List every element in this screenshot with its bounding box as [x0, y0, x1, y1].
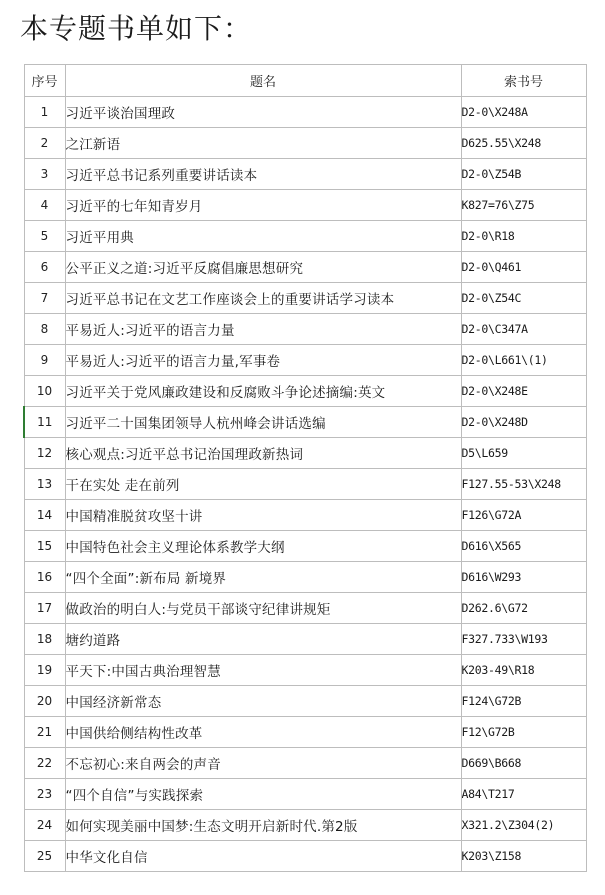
- row-call-number: D616\X565: [461, 531, 586, 562]
- row-call-number: D2-0\X248A: [461, 97, 586, 128]
- row-title: 做政治的明白人:与党员干部谈守纪律讲规矩: [65, 593, 461, 624]
- row-call-number: D669\B668: [461, 748, 586, 779]
- row-title: 习近平用典: [65, 221, 461, 252]
- row-number: 14: [24, 500, 65, 531]
- table-body: [24, 97, 586, 872]
- table-row: [24, 624, 586, 655]
- row-number: 3: [24, 159, 65, 190]
- row-title: 核心观点:习近平总书记治国理政新热词: [65, 438, 461, 469]
- row-number: 11: [24, 407, 65, 438]
- row-title: 塘约道路: [65, 624, 461, 655]
- row-title: 中国经济新常态: [65, 686, 461, 717]
- row-call-number: X321.2\Z304(2): [461, 810, 586, 841]
- row-call-number: A84\T217: [461, 779, 586, 810]
- row-call-number: D2-0\X248D: [461, 407, 586, 438]
- table-row: [24, 531, 586, 562]
- row-number: 15: [24, 531, 65, 562]
- row-call-number: D262.6\G72: [461, 593, 586, 624]
- row-call-number: F127.55-53\X248: [461, 469, 586, 500]
- table-row: [24, 438, 586, 469]
- table-row: [24, 345, 586, 376]
- row-number: 7: [24, 283, 65, 314]
- row-call-number: D2-0\C347A: [461, 314, 586, 345]
- row-call-number: D5\L659: [461, 438, 586, 469]
- row-call-number: K203-49\R18: [461, 655, 586, 686]
- row-call-number: D2-0\Z54B: [461, 159, 586, 190]
- row-title: 中华文化自信: [65, 841, 461, 872]
- row-title: 平天下:中国古典治理智慧: [65, 655, 461, 686]
- table-row: [24, 252, 586, 283]
- row-title: 平易近人:习近平的语言力量: [65, 314, 461, 345]
- table-row: [24, 283, 586, 314]
- row-title: “四个全面”:新布局 新境界: [65, 562, 461, 593]
- row-title: 之江新语: [65, 128, 461, 159]
- book-list-table: [23, 64, 587, 872]
- table-row: [24, 562, 586, 593]
- table-row: [24, 593, 586, 624]
- row-number: 13: [24, 469, 65, 500]
- row-call-number: K827=76\Z75: [461, 190, 586, 221]
- row-call-number: D2-0\L661\(1): [461, 345, 586, 376]
- row-call-number: K203\Z158: [461, 841, 586, 872]
- row-call-number: D616\W293: [461, 562, 586, 593]
- row-number: 18: [24, 624, 65, 655]
- row-number: 19: [24, 655, 65, 686]
- row-title: 习近平谈治国理政: [65, 97, 461, 128]
- row-number: 17: [24, 593, 65, 624]
- row-call-number: D2-0\R18: [461, 221, 586, 252]
- row-title: 不忘初心:来自两会的声音: [65, 748, 461, 779]
- table-row: [24, 128, 586, 159]
- row-number: 9: [24, 345, 65, 376]
- table-row: [24, 376, 586, 407]
- table-row: [24, 97, 586, 128]
- row-title: 干在实处 走在前列: [65, 469, 461, 500]
- table-row: [24, 779, 586, 810]
- table-row: [24, 407, 586, 438]
- header-number: 序号: [24, 65, 65, 97]
- table-row: [24, 221, 586, 252]
- row-title: 中国特色社会主义理论体系教学大纲: [65, 531, 461, 562]
- row-call-number: F327.733\W193: [461, 624, 586, 655]
- row-number: 24: [24, 810, 65, 841]
- row-call-number: F126\G72A: [461, 500, 586, 531]
- row-title: 如何实现美丽中国梦:生态文明开启新时代.第2版: [65, 810, 461, 841]
- row-number: 2: [24, 128, 65, 159]
- row-number: 23: [24, 779, 65, 810]
- row-number: 16: [24, 562, 65, 593]
- row-title: 中国精准脱贫攻坚十讲: [65, 500, 461, 531]
- row-call-number: F12\G72B: [461, 717, 586, 748]
- table-row: [24, 500, 586, 531]
- row-title: 习近平二十国集团领导人杭州峰会讲话选编: [65, 407, 461, 438]
- table-row: [24, 686, 586, 717]
- row-call-number: D2-0\X248E: [461, 376, 586, 407]
- header-call-number: 索书号: [461, 65, 586, 97]
- row-number: 22: [24, 748, 65, 779]
- row-title: “四个自信”与实践探索: [65, 779, 461, 810]
- row-call-number: D625.55\X248: [461, 128, 586, 159]
- header-row: [24, 65, 586, 97]
- table-header: [24, 65, 586, 97]
- page-heading: 本专题书单如下：: [20, 12, 253, 45]
- row-number: 5: [24, 221, 65, 252]
- table-row: [24, 717, 586, 748]
- table-row: [24, 655, 586, 686]
- row-number: 25: [24, 841, 65, 872]
- row-number: 8: [24, 314, 65, 345]
- table-row: [24, 190, 586, 221]
- row-number: 20: [24, 686, 65, 717]
- row-title: 习近平总书记系列重要讲话读本: [65, 159, 461, 190]
- table-row: [24, 469, 586, 500]
- row-title: 公平正义之道:习近平反腐倡廉思想研究: [65, 252, 461, 283]
- row-title: 习近平关于党风廉政建设和反腐败斗争论述摘编:英文: [65, 376, 461, 407]
- row-title: 平易近人:习近平的语言力量,军事卷: [65, 345, 461, 376]
- row-number: 21: [24, 717, 65, 748]
- row-call-number: D2-0\Q461: [461, 252, 586, 283]
- row-number: 10: [24, 376, 65, 407]
- row-call-number: D2-0\Z54C: [461, 283, 586, 314]
- table-row: [24, 159, 586, 190]
- header-title: 题名: [65, 65, 461, 97]
- row-title: 中国供给侧结构性改革: [65, 717, 461, 748]
- table-row: [24, 314, 586, 345]
- row-title: 习近平的七年知青岁月: [65, 190, 461, 221]
- table-row: [24, 810, 586, 841]
- row-call-number: F124\G72B: [461, 686, 586, 717]
- row-number: 4: [24, 190, 65, 221]
- row-title: 习近平总书记在文艺工作座谈会上的重要讲话学习读本: [65, 283, 461, 314]
- table-row: [24, 841, 586, 872]
- row-number: 1: [24, 97, 65, 128]
- row-number: 12: [24, 438, 65, 469]
- table-row: [24, 748, 586, 779]
- row-number: 6: [24, 252, 65, 283]
